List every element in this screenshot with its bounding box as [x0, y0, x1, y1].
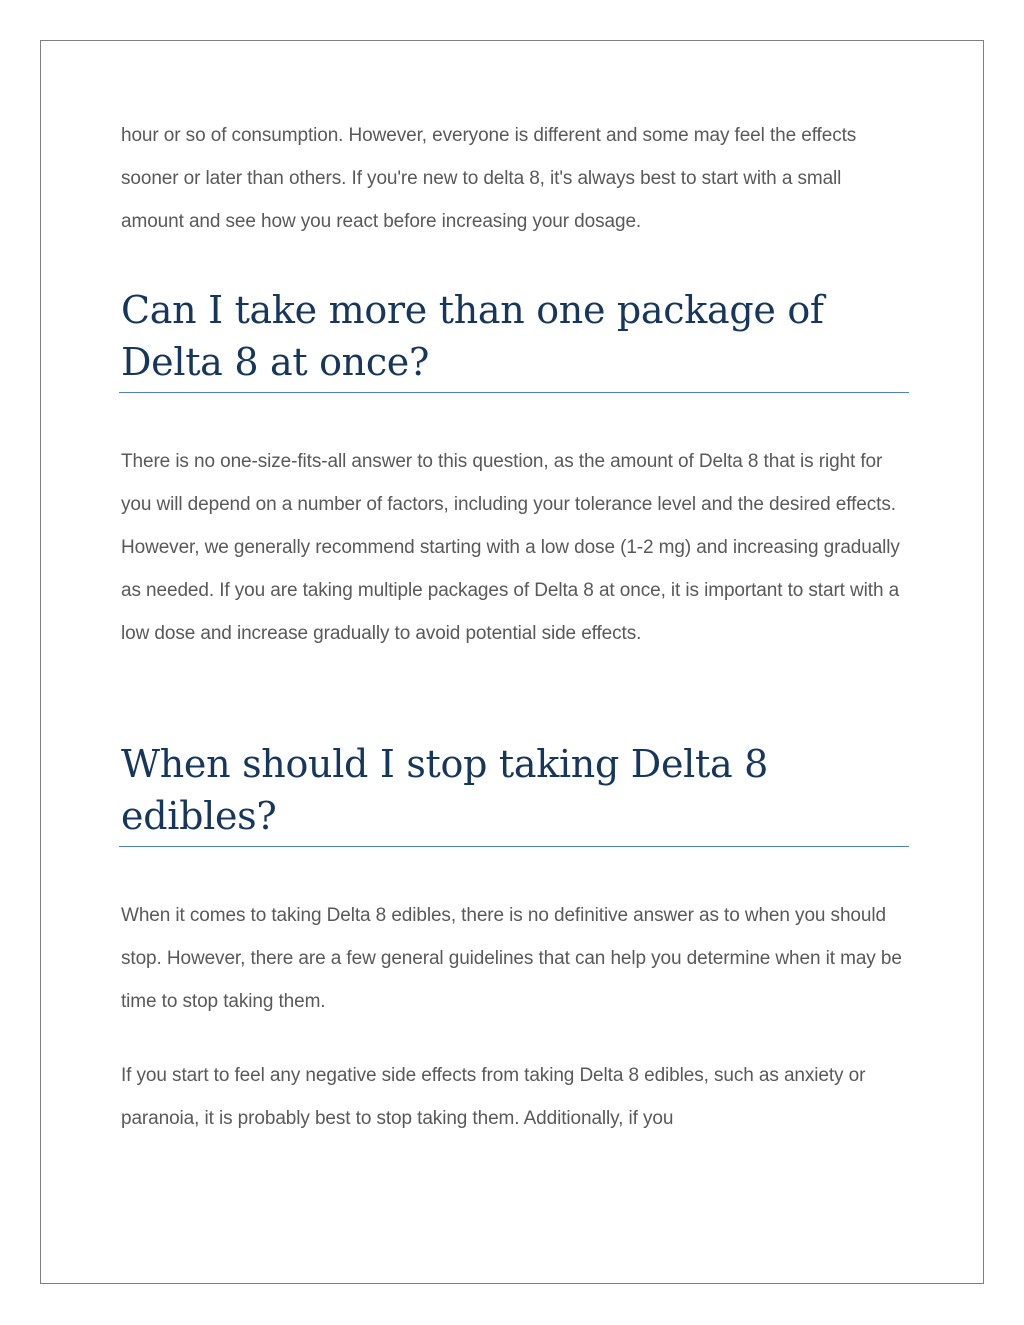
paragraph-side-effects: If you start to feel any negative side effects from taking Delta 8 edibles, such as anxiety or paranoia, it is probably best to stop taking them. Additionally, if you	[121, 1065, 866, 1129]
paragraph-stop-guidelines: When it comes to taking Delta 8 edibles, there is no definitive answer as to when you should stop. However, there are a few general guidelines that can help you determine when it may be time to stop taking them.	[121, 905, 902, 1012]
section-heading-multiple-packages: Can I take more than one package of Delta 8 at once?	[119, 284, 909, 393]
paragraph-intro: hour or so of consumption. However, everyone is different and some may feel the effects sooner or later than others. If you're new to delta 8, it's always best to start with a small amount and see how you react before increasing your dosage.	[121, 125, 857, 232]
document-page	[40, 40, 984, 1284]
section-heading-when-to-stop: When should I stop taking Delta 8 edibles?	[119, 738, 909, 847]
paragraph-dosage-answer: There is no one-size-fits-all answer to this question, as the amount of Delta 8 that is right for you will depend on a number of factors, including your tolerance level and the desired effects. However, we generally recommend starting with a low dose (1-2 mg) and increasing gradually as needed. If you are taking multiple packages of Delta 8 at once, it is important to start with a low dose and increase gradually to avoid potential side effects.	[121, 451, 900, 644]
